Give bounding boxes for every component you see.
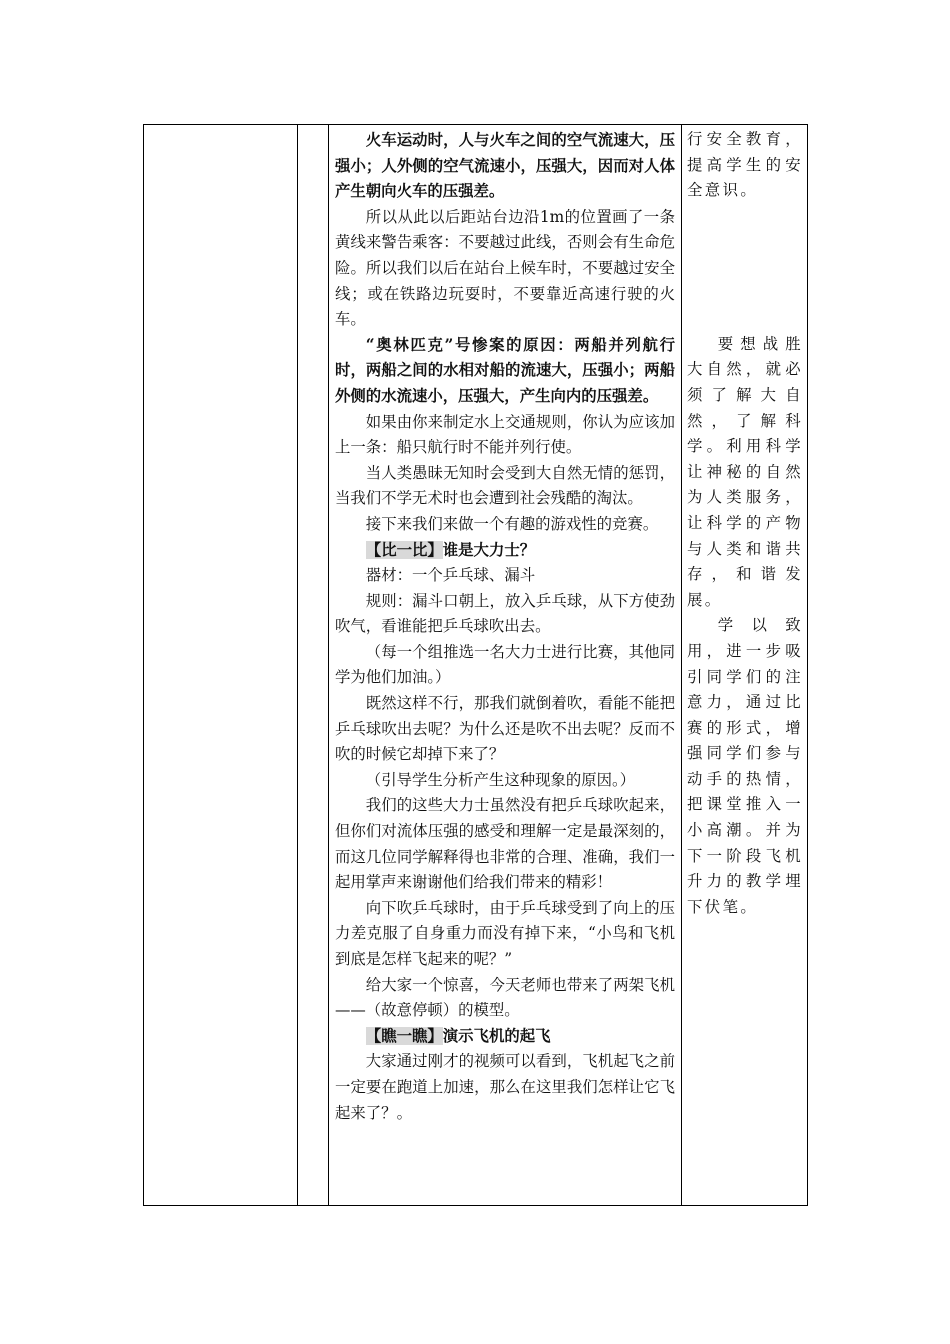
olympic-accident-explanation: “奥林匹克”号惨案的原因：两船并列航行时，两船之间的水相对船的流速大，压强小；两船外侧的水流速小，压强大，产生向内的压强差。 bbox=[335, 335, 675, 405]
blow-downward-paragraph: 既然这样不行，那我们就倒着吹，看能不能把乒乓球吹出去呢？为什么还是吹不出去呢？反而不吹的时候它却掉下来了？ bbox=[335, 694, 675, 764]
materials-line: 器材：一个乒乓球、漏斗 bbox=[365, 566, 536, 585]
train-explanation: 火车运动时，人与火车之间的空气流速大，压强小；人外侧的空气流速小，压强大，因而对人体产生朝向火车的压强差。 bbox=[335, 131, 675, 201]
look-tag: 【瞧一瞧】 bbox=[365, 1026, 443, 1045]
time-cell bbox=[298, 125, 329, 1206]
safety-line-paragraph: 所以从此以后距站台边沿1m的位置画了一条黄线来警告乘客：不要越过此线，否则会有生命危险。所以我们以后在站台上候车时，不要越过安全线；或在铁路边玩耍时，不要靠近高速行驶的火车。 bbox=[335, 207, 675, 329]
takeoff-paragraph: 大家通过刚才的视频可以看到，飞机起飞之前一定要在跑道上加速，那么在这里我们怎样让它飞起来了？。 bbox=[335, 1052, 675, 1122]
guide-note: （引导学生分析产生这种现象的原因。） bbox=[365, 770, 636, 789]
surprise-paragraph: 给大家一个惊喜，今天老师也带来了两架飞机——（故意停顿）的模型。 bbox=[335, 975, 675, 1020]
compare-heading bbox=[335, 538, 675, 564]
group-note: （每一个组推选一名大力士进行比赛，其他同学为他们加油。） bbox=[335, 642, 675, 687]
lesson-plan-table bbox=[143, 124, 808, 1206]
look-heading bbox=[335, 1024, 675, 1050]
praise-paragraph: 我们的这些大力士虽然没有把乒乓球吹起来，但你们对流体压强的感受和理解一定是最深刻的，而这几位同学解释得也非常的合理、准确，我们一起用掌声来谢谢他们给我们带来的精彩！ bbox=[335, 796, 675, 892]
compare-tag: 【比一比】 bbox=[365, 540, 443, 559]
intent-safety: 行安全教育，提高学生的安全意识。 bbox=[687, 130, 803, 200]
compare-title: 谁是大力士？ bbox=[442, 540, 536, 559]
rules-line: 规则：漏斗口朝上，放入乒乓球，从下方使劲吹气，看谁能把乒乓球吹出去。 bbox=[335, 591, 675, 636]
table-row bbox=[144, 125, 808, 1206]
pressure-difference-paragraph: 向下吹乒乓球时，由于乒乓球受到了向上的压力差克服了自身重力而没有掉下来，“小鸟和飞机到底是怎样飞起来的呢？” bbox=[335, 898, 675, 968]
teaching-process-cell bbox=[329, 125, 682, 1206]
stage-cell bbox=[144, 125, 298, 1206]
game-intro-paragraph: 接下来我们来做一个有趣的游戏性的竞赛。 bbox=[365, 514, 659, 533]
water-traffic-rule-paragraph: 如果由你来制定水上交通规则，你认为应该加上一条：船只航行时不能并列行使。 bbox=[335, 412, 675, 457]
nature-punishment-paragraph: 当人类愚昧无知时会受到大自然无情的惩罚，当我们不学无术时也会遭到社会残酷的淘汰。 bbox=[335, 463, 675, 508]
intent-application: 学以致用，进一步吸引同学们的注意力，通过比赛的形式，增强同学们参与动手的热情，把课堂推入一小高潮。并为下一阶段飞机升力的教学埋下伏笔。 bbox=[687, 616, 803, 916]
design-intent-cell bbox=[682, 125, 808, 1206]
intent-nature: 要想战胜大自然，就必须了解大自然，了解科学。利用科学让神秘的自然为人类服务，让科学的产物与人类和谐共存，和谐发展。 bbox=[687, 334, 803, 609]
look-title: 演示飞机的起飞 bbox=[442, 1026, 551, 1045]
